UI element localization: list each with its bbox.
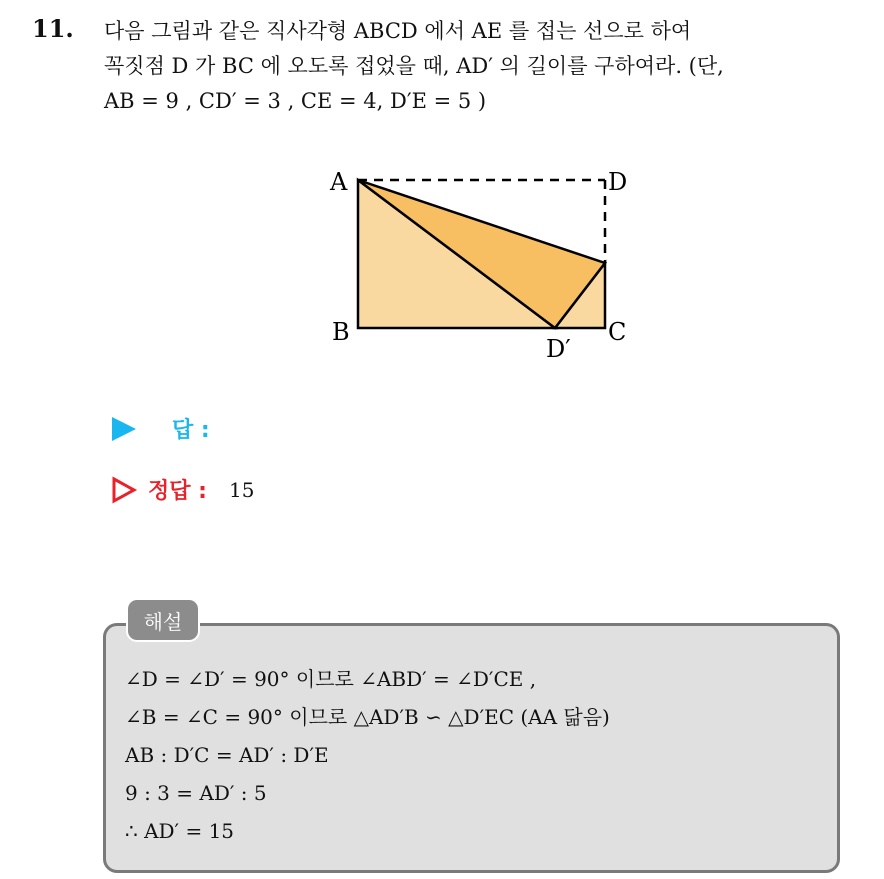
explanation-text [125,660,610,850]
label-b: B [332,318,350,346]
answer-row [110,413,210,444]
play-arrow-icon [110,414,138,444]
answer-label: 답 : [172,418,210,443]
explanation-line-4: 9 : 3 = AD′ : 5 [125,781,267,805]
label-d: D [608,168,628,196]
explanation-line-3: AB : D′C = AD′ : D′E [125,743,329,767]
explanation-line-5: ∴ AD′ = 15 [125,819,235,843]
explanation-tab: 해설 [128,600,198,640]
correct-answer-label: 정답 : [148,479,207,504]
question-text [104,14,874,119]
label-a: A [330,168,348,196]
correct-answer-value: 15 [228,477,255,502]
explanation-line-2: ∠B = ∠C = 90° 이므로 △AD′B ∽ △D′EC (AA 닮음) [125,705,610,729]
explanation-line-1: ∠D = ∠D′ = 90° 이므로 ∠ABD′ = ∠D′CE , [125,667,537,691]
question-line-3: AB = 9 , CD′ = 3 , CE = 4, D′E = 5 ) [104,89,487,113]
outline-arrow-icon [110,475,138,505]
rectangle-fold-figure [320,160,650,370]
question-number: 11. [32,14,74,43]
question-line-2: 꼭짓점 D 가 BC 에 오도록 접었을 때, AD′ 의 길이를 구하여라. (단, [104,54,724,78]
correct-answer-row [110,474,254,505]
question-line-1: 다음 그림과 같은 직사각형 ABCD 에서 AE 를 접는 선으로 하여 [104,19,692,43]
label-d-prime: D′ [546,335,571,363]
label-c: C [608,318,627,346]
